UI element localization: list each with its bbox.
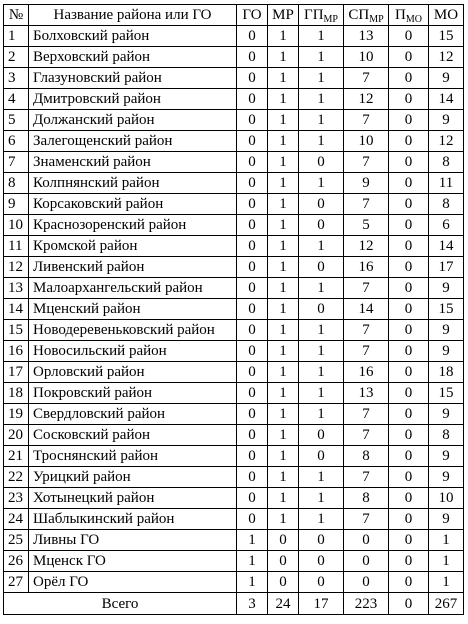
cell-go: 0 [237,362,268,383]
cell-go: 0 [237,26,268,47]
col-header-go: ГО [237,5,268,26]
cell-go: 1 [237,572,268,593]
col-header-number: № [4,5,29,26]
cell-sp: 16 [344,257,389,278]
district-name: Малоархангельский район [29,278,237,299]
district-name: Колпнянский район [29,173,237,194]
cell-p: 0 [389,257,429,278]
table-row [4,152,464,173]
cell-gp: 0 [299,152,344,173]
cell-mo: 9 [429,404,464,425]
cell-p: 0 [389,131,429,152]
cell-gp: 0 [299,530,344,551]
cell-mo: 1 [429,530,464,551]
cell-mo: 15 [429,299,464,320]
row-number: 5 [4,110,29,131]
cell-mo: 9 [429,110,464,131]
cell-mo: 9 [429,320,464,341]
row-number: 8 [4,173,29,194]
district-name: Глазуновский район [29,68,237,89]
table-row [4,215,464,236]
row-number: 16 [4,341,29,362]
cell-go: 0 [237,383,268,404]
cell-mo: 9 [429,509,464,530]
cell-go: 1 [237,551,268,572]
cell-go: 0 [237,47,268,68]
header-row [4,5,464,26]
cell-mr: 1 [268,425,299,446]
cell-mo: 18 [429,362,464,383]
cell-mo: 1 [429,551,464,572]
cell-go: 0 [237,488,268,509]
cell-p: 0 [389,572,429,593]
district-name: Ливны ГО [29,530,237,551]
total-mo: 267 [429,593,464,615]
cell-go: 0 [237,341,268,362]
district-name: Новодеревеньковский район [29,320,237,341]
district-name: Хотынецкий район [29,488,237,509]
cell-go: 0 [237,425,268,446]
district-name: Шаблыкинский район [29,509,237,530]
cell-go: 0 [237,89,268,110]
cell-go: 1 [237,530,268,551]
cell-p: 0 [389,194,429,215]
table-row [4,572,464,593]
cell-sp: 7 [344,425,389,446]
cell-mr: 1 [268,257,299,278]
row-number: 9 [4,194,29,215]
total-sp: 223 [344,593,389,615]
cell-gp: 1 [299,404,344,425]
cell-mr: 1 [268,47,299,68]
cell-gp: 0 [299,572,344,593]
cell-mr: 1 [268,488,299,509]
cell-sp: 14 [344,299,389,320]
district-name: Должанский район [29,110,237,131]
cell-p: 0 [389,299,429,320]
cell-mo: 10 [429,488,464,509]
row-number: 24 [4,509,29,530]
col-header-p: $П_{МО}$ [389,5,429,26]
cell-sp: 13 [344,383,389,404]
cell-sp: 7 [344,320,389,341]
cell-sp: 9 [344,173,389,194]
district-name: Дмитровский район [29,89,237,110]
cell-gp: 0 [299,551,344,572]
district-name: Кромской район [29,236,237,257]
cell-mr: 1 [268,509,299,530]
row-number: 20 [4,425,29,446]
cell-sp: 16 [344,362,389,383]
cell-mo: 6 [429,215,464,236]
row-number: 25 [4,530,29,551]
cell-p: 0 [389,68,429,89]
cell-gp: 1 [299,278,344,299]
table-row [4,404,464,425]
cell-sp: 7 [344,152,389,173]
cell-mo: 9 [429,467,464,488]
cell-gp: 1 [299,488,344,509]
table-row [4,488,464,509]
district-name: Новосильский район [29,341,237,362]
cell-p: 0 [389,89,429,110]
table-row [4,26,464,47]
cell-p: 0 [389,236,429,257]
cell-go: 0 [237,278,268,299]
cell-sp: 0 [344,530,389,551]
col-header-mo: МО [429,5,464,26]
table-row [4,509,464,530]
district-name: Ливенский район [29,257,237,278]
cell-p: 0 [389,467,429,488]
cell-go: 0 [237,320,268,341]
cell-sp: 5 [344,215,389,236]
row-number: 17 [4,362,29,383]
cell-sp: 7 [344,341,389,362]
cell-mr: 1 [268,404,299,425]
cell-mr: 1 [268,89,299,110]
cell-sp: 7 [344,509,389,530]
cell-go: 0 [237,68,268,89]
cell-go: 0 [237,173,268,194]
cell-go: 0 [237,194,268,215]
row-number: 10 [4,215,29,236]
table-row [4,236,464,257]
cell-p: 0 [389,362,429,383]
cell-mo: 1 [429,572,464,593]
cell-mo: 14 [429,89,464,110]
table-row [4,341,464,362]
district-name: Сосковский район [29,425,237,446]
cell-gp: 1 [299,68,344,89]
cell-mo: 9 [429,68,464,89]
row-number: 15 [4,320,29,341]
cell-go: 0 [237,299,268,320]
cell-p: 0 [389,215,429,236]
cell-sp: 0 [344,551,389,572]
district-name: Свердловский район [29,404,237,425]
cell-mo: 15 [429,383,464,404]
cell-mr: 1 [268,320,299,341]
cell-go: 0 [237,257,268,278]
cell-go: 0 [237,110,268,131]
row-number: 27 [4,572,29,593]
cell-mr: 1 [268,131,299,152]
cell-go: 0 [237,152,268,173]
district-name: Покровский район [29,383,237,404]
cell-sp: 12 [344,236,389,257]
cell-p: 0 [389,551,429,572]
table-row [4,68,464,89]
cell-sp: 7 [344,68,389,89]
cell-go: 0 [237,467,268,488]
district-name: Знаменский район [29,152,237,173]
table-row [4,131,464,152]
cell-p: 0 [389,173,429,194]
cell-gp: 0 [299,215,344,236]
cell-gp: 1 [299,236,344,257]
cell-go: 0 [237,236,268,257]
cell-mo: 9 [429,446,464,467]
cell-sp: 12 [344,89,389,110]
col-header-name: Название района или ГО [29,5,237,26]
table-row [4,467,464,488]
cell-mr: 1 [268,173,299,194]
table-row [4,362,464,383]
table-row [4,278,464,299]
cell-gp: 1 [299,320,344,341]
row-number: 3 [4,68,29,89]
total-row [4,593,464,615]
cell-p: 0 [389,446,429,467]
cell-mr: 1 [268,467,299,488]
municipalities-table [3,4,464,615]
cell-sp: 13 [344,26,389,47]
cell-sp: 8 [344,446,389,467]
table-row [4,173,464,194]
total-gp: 17 [299,593,344,615]
cell-mr: 1 [268,236,299,257]
cell-go: 0 [237,404,268,425]
cell-mr: 0 [268,530,299,551]
cell-sp: 0 [344,572,389,593]
cell-p: 0 [389,47,429,68]
cell-sp: 7 [344,467,389,488]
district-name: Залегощенский район [29,131,237,152]
cell-mo: 12 [429,131,464,152]
cell-mr: 1 [268,110,299,131]
row-number: 14 [4,299,29,320]
cell-mo: 11 [429,173,464,194]
cell-p: 0 [389,425,429,446]
cell-mo: 8 [429,194,464,215]
col-header-gp: $ГП_{МР}$ [299,5,344,26]
row-number: 26 [4,551,29,572]
cell-mo: 9 [429,278,464,299]
table-row [4,425,464,446]
cell-p: 0 [389,341,429,362]
row-number: 7 [4,152,29,173]
cell-p: 0 [389,278,429,299]
cell-sp: 10 [344,47,389,68]
cell-mr: 1 [268,383,299,404]
total-mr: 24 [268,593,299,615]
cell-mo: 17 [429,257,464,278]
cell-mr: 1 [268,278,299,299]
row-number: 6 [4,131,29,152]
cell-p: 0 [389,320,429,341]
row-number: 21 [4,446,29,467]
table-row [4,446,464,467]
cell-mr: 0 [268,572,299,593]
table-row [4,530,464,551]
cell-gp: 1 [299,362,344,383]
cell-p: 0 [389,404,429,425]
row-number: 2 [4,47,29,68]
row-number: 22 [4,467,29,488]
district-name: Мценский район [29,299,237,320]
cell-gp: 1 [299,89,344,110]
cell-gp: 1 [299,131,344,152]
row-number: 18 [4,383,29,404]
district-name: Болховский район [29,26,237,47]
total-go: 3 [237,593,268,615]
cell-gp: 0 [299,425,344,446]
table-row [4,47,464,68]
row-number: 12 [4,257,29,278]
cell-mr: 1 [268,446,299,467]
cell-gp: 1 [299,509,344,530]
cell-mo: 8 [429,425,464,446]
table-row [4,320,464,341]
table-row [4,257,464,278]
district-name: Корсаковский район [29,194,237,215]
row-number: 1 [4,26,29,47]
cell-gp: 0 [299,299,344,320]
cell-mo: 15 [429,26,464,47]
table-row [4,551,464,572]
cell-sp: 7 [344,404,389,425]
table-row [4,299,464,320]
cell-go: 0 [237,509,268,530]
district-name: Орёл ГО [29,572,237,593]
cell-go: 0 [237,131,268,152]
cell-p: 0 [389,488,429,509]
cell-mr: 1 [268,26,299,47]
cell-mr: 1 [268,299,299,320]
cell-sp: 7 [344,194,389,215]
district-name: Урицкий район [29,467,237,488]
cell-mr: 1 [268,152,299,173]
cell-sp: 10 [344,131,389,152]
cell-mr: 1 [268,215,299,236]
district-name: Верховский район [29,47,237,68]
cell-mr: 1 [268,194,299,215]
table-body [4,26,464,593]
district-name: Троснянский район [29,446,237,467]
total-label: Всего [4,593,237,615]
cell-gp: 1 [299,341,344,362]
cell-mo: 12 [429,47,464,68]
cell-mo: 14 [429,236,464,257]
cell-p: 0 [389,509,429,530]
cell-mr: 1 [268,68,299,89]
row-number: 11 [4,236,29,257]
table-row [4,110,464,131]
cell-gp: 1 [299,173,344,194]
table-row [4,194,464,215]
col-header-mr: МР [268,5,299,26]
cell-mr: 0 [268,551,299,572]
row-number: 19 [4,404,29,425]
district-name: Орловский район [29,362,237,383]
cell-gp: 1 [299,110,344,131]
district-name: Мценск ГО [29,551,237,572]
cell-gp: 1 [299,47,344,68]
row-number: 4 [4,89,29,110]
table-row [4,89,464,110]
cell-go: 0 [237,215,268,236]
col-header-sp: $СП_{МР}$ [344,5,389,26]
cell-gp: 1 [299,467,344,488]
cell-gp: 0 [299,257,344,278]
cell-mr: 1 [268,362,299,383]
cell-sp: 7 [344,278,389,299]
cell-gp: 1 [299,383,344,404]
table-row [4,383,464,404]
row-number: 23 [4,488,29,509]
cell-sp: 7 [344,110,389,131]
district-name: Краснозоренский район [29,215,237,236]
row-number: 13 [4,278,29,299]
cell-sp: 8 [344,488,389,509]
total-p: 0 [389,593,429,615]
cell-p: 0 [389,110,429,131]
cell-p: 0 [389,530,429,551]
cell-go: 0 [237,446,268,467]
cell-p: 0 [389,26,429,47]
cell-mo: 8 [429,152,464,173]
cell-gp: 0 [299,446,344,467]
cell-gp: 0 [299,194,344,215]
cell-p: 0 [389,383,429,404]
cell-mo: 9 [429,341,464,362]
cell-gp: 1 [299,26,344,47]
cell-p: 0 [389,152,429,173]
cell-mr: 1 [268,341,299,362]
